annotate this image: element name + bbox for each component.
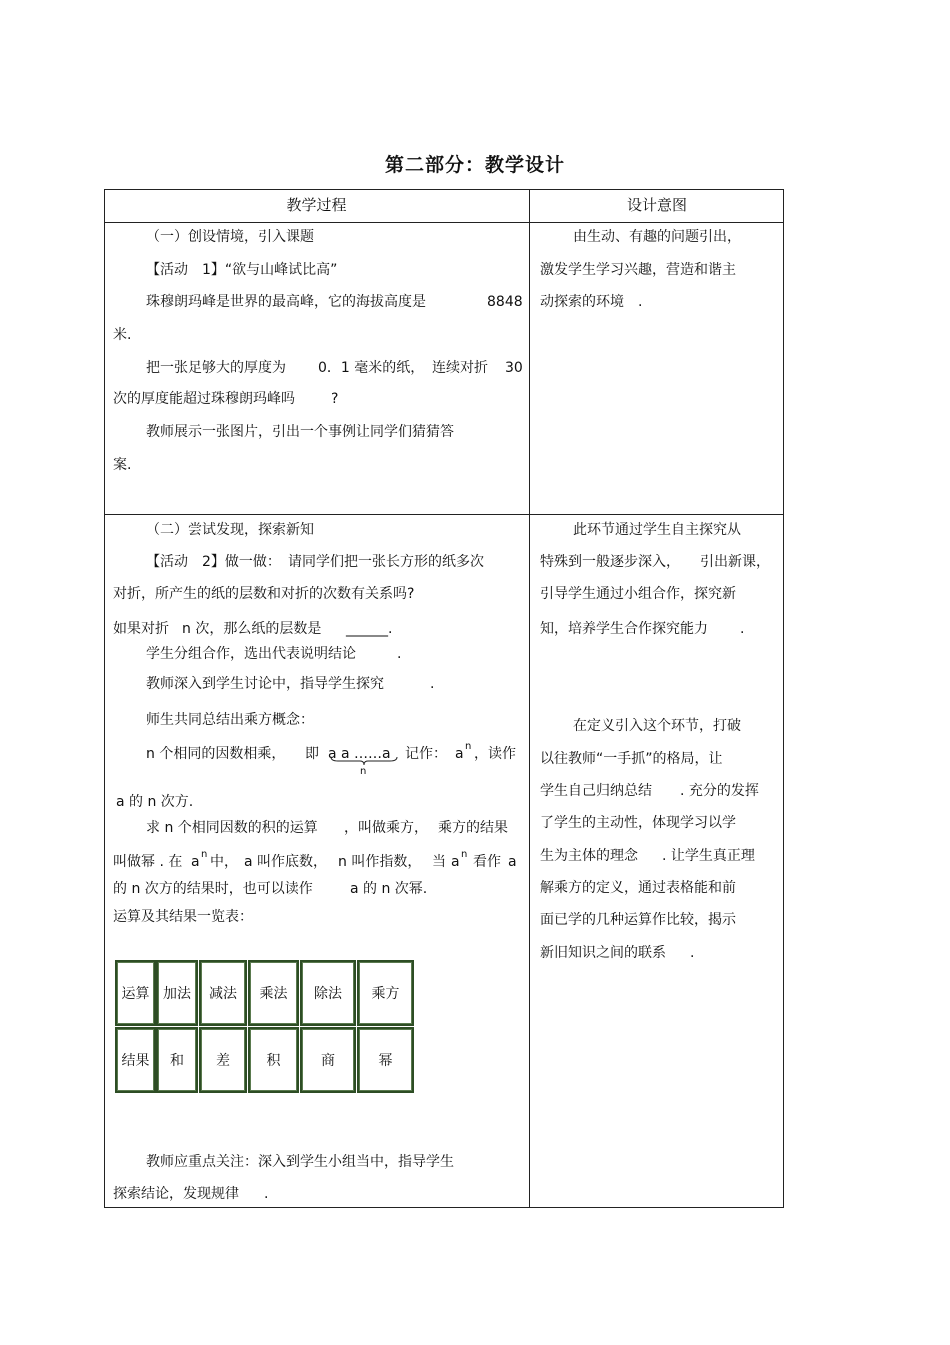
section2-heading: （二）尝试发现，探索新知 xyxy=(146,522,314,538)
ops-cell: 结果 xyxy=(115,1027,156,1093)
intent2-l2a: 特殊到一般逐步深入， xyxy=(540,554,680,570)
s1-p3a: 教师展示一张图片，引出一个事例让同学们猜猜答 xyxy=(146,424,454,440)
s2-l10i: n xyxy=(461,849,468,860)
intent2-l5: 在定义引入这个环节，打破 xyxy=(573,718,741,734)
ops-cell: 和 xyxy=(156,1027,198,1093)
s1-p3b: 案. xyxy=(113,457,132,473)
s2-l7e: a xyxy=(455,746,464,762)
ops-cell: 商 xyxy=(300,1027,356,1093)
ops-cell: 乘法 xyxy=(248,960,299,1026)
intent1-l3: 动探索的环境 . xyxy=(540,294,643,310)
s2-l5b: . xyxy=(430,676,435,692)
s2-l10h: a xyxy=(451,854,460,870)
s1-p1a: 珠穆朗玛峰是世界的最高峰，它的海拔高度是 xyxy=(146,294,426,310)
intent2-l4b: . xyxy=(740,621,745,637)
s2-l4b: . xyxy=(397,646,402,662)
s2-l7n: n xyxy=(360,766,367,777)
underbrace-icon xyxy=(330,756,398,766)
s2-l11b: a 的 n 次幂. xyxy=(350,881,428,897)
s2-l2: 对折，所产生的纸的层数和对折的次数有关系吗? xyxy=(113,586,415,602)
intent1-l2: 激发学生学习兴趣，营造和谐主 xyxy=(540,262,736,278)
s2-l10k: a xyxy=(508,854,517,870)
s2-activity-rest: 请同学们把一张长方形的纸多次 xyxy=(288,554,484,570)
s2-l9b: ，叫做乘方， xyxy=(344,820,428,836)
intent2-l7a: 学生自己归纳总结 xyxy=(540,783,652,799)
s2-l7b: 即 xyxy=(305,746,319,762)
header-intent: 设计意图 xyxy=(626,196,687,214)
ops-cell: 运算 xyxy=(115,960,156,1026)
intent2-l12a: 新旧知识之间的联系 xyxy=(540,945,666,961)
s1-p2d: 30 xyxy=(505,360,523,376)
s1-p2c: 连续对折 xyxy=(432,360,488,376)
s2-l10e: a 叫作底数， xyxy=(244,854,328,870)
s2-l3a: 如果对折 xyxy=(113,621,169,637)
row-divider xyxy=(104,514,784,515)
intent1-l1: 由生动、有趣的问题引出， xyxy=(573,229,741,245)
intent2-l10: 解乘方的定义，通过表格能和前 xyxy=(540,880,736,896)
s2-l7c: a a ……a xyxy=(328,746,391,762)
s2-l10f: n 叫作指数， xyxy=(338,854,422,870)
header-divider xyxy=(104,222,784,223)
activity1-title: 【活动 1】“欲与山峰试比高” xyxy=(146,262,338,278)
s2-l9a: 求 n 个相同因数的积的运算 xyxy=(146,820,318,836)
s2-l10d: 中， xyxy=(210,854,238,870)
s2-l10g: 当 xyxy=(432,854,446,870)
s2-l12: 运算及其结果一览表： xyxy=(113,909,253,925)
s2-l9c: 乘方的结果 xyxy=(438,820,508,836)
s2-l7f: n xyxy=(465,741,472,752)
s2-l4a: 学生分组合作，选出代表说明结论 xyxy=(146,646,356,662)
s2-l6: 师生共同总结出乘方概念： xyxy=(146,712,314,728)
s2-l5a: 教师深入到学生讨论中，指导学生探究 xyxy=(146,676,384,692)
s1-p2num: 0．1 毫米的纸， xyxy=(318,360,425,376)
s2-l7d: 记作： xyxy=(405,746,447,762)
intent2-l11: 面已学的几种运算作比较，揭示 xyxy=(540,912,736,928)
s2-l10c: n xyxy=(201,849,208,860)
s2-l7g: ，读作 xyxy=(474,746,516,762)
s2-l10a: 叫做幂 . 在 xyxy=(113,854,183,870)
s2-l13: 教师应重点关注：深入到学生小组当中，指导学生 xyxy=(146,1154,454,1170)
s2-l14b: . xyxy=(264,1186,269,1202)
intent2-l1: 此环节通过学生自主探究从 xyxy=(573,522,741,538)
ops-cell: 差 xyxy=(199,1027,247,1093)
intent2-l7b: . 充分的发挥 xyxy=(680,783,759,799)
ops-cell: 减法 xyxy=(199,960,247,1026)
intent2-l9a: 生为主体的理念 xyxy=(540,848,638,864)
ops-cell: 除法 xyxy=(300,960,356,1026)
ops-cell: 积 xyxy=(248,1027,299,1093)
intent2-l6: 以往教师“一手抓”的格局，让 xyxy=(540,751,723,767)
s1-p2f: ? xyxy=(331,391,339,407)
s2-l3c: ______. xyxy=(346,621,393,637)
s1-p2e: 次的厚度能超过珠穆朗玛峰吗 xyxy=(113,391,295,407)
s1-p1b: 米. xyxy=(113,327,132,343)
ops-cell: 幂 xyxy=(357,1027,414,1093)
activity2-title: 【活动 2】做一做： xyxy=(146,554,281,570)
intent2-l12b: . xyxy=(690,945,695,961)
section1-heading: （一）创设情境，引入课题 xyxy=(146,229,314,245)
ops-cell: 乘方 xyxy=(357,960,414,1026)
s1-p2a: 把一张足够大的厚度为 xyxy=(146,360,286,376)
intent2-l8: 了学生的主动性，体现学习以学 xyxy=(540,815,736,831)
ops-cell: 加法 xyxy=(156,960,198,1026)
intent2-l3: 引导学生通过小组合作，探究新 xyxy=(540,586,736,602)
page-title: 第二部分：教学设计 xyxy=(384,154,565,176)
s2-l7a: n 个相同的因数相乘， xyxy=(146,746,286,762)
intent2-l2b: 引出新课， xyxy=(700,554,770,570)
intent2-l9b: . 让学生真正理 xyxy=(662,848,755,864)
s1-p1num: 8848 xyxy=(487,294,523,310)
s2-l8: a 的 n 次方. xyxy=(116,794,194,810)
s2-l11a: 的 n 次方的结果时，也可以读作 xyxy=(113,881,313,897)
intent2-l4a: 知，培养学生合作探究能力 xyxy=(540,621,708,637)
s2-l14a: 探索结论，发现规律 xyxy=(113,1186,239,1202)
s2-l10j: 看作 xyxy=(473,854,501,870)
s2-l3b: n 次，那么纸的层数是 xyxy=(182,621,322,637)
s2-l10b: a xyxy=(191,854,200,870)
column-divider xyxy=(529,189,530,1208)
header-process: 教学过程 xyxy=(286,196,347,214)
